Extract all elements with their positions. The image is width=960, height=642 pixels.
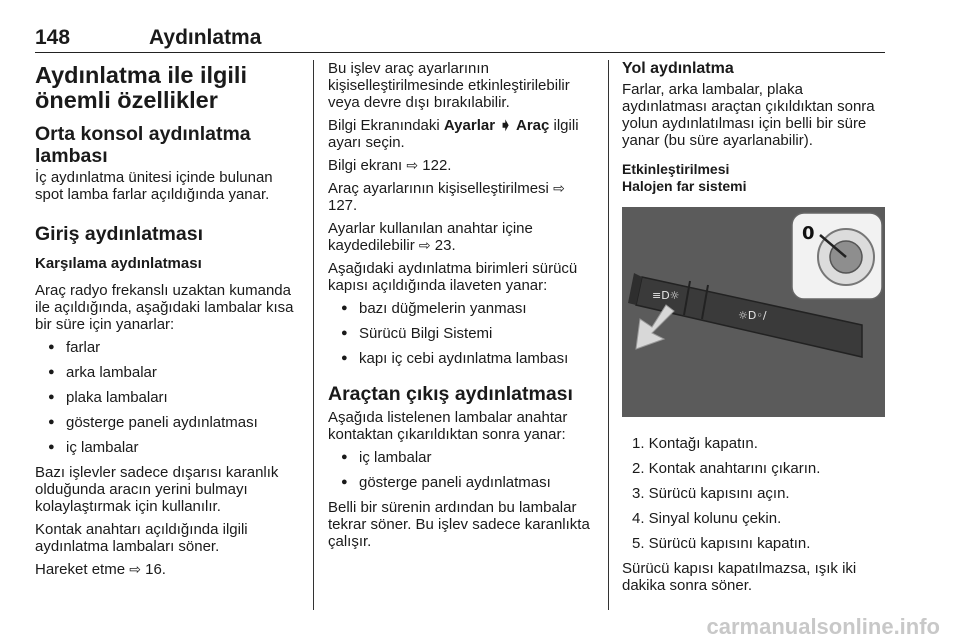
paragraph: Aşağıda listelenen lambalar anahtar kontaktan çıkarıldıktan sonra yanar: xyxy=(328,409,568,443)
menu-separator-icon: ➧ xyxy=(499,117,512,134)
paragraph-menu-path: Bilgi Ekranındaki Ayarlar ➧ Araç ilgili ayarı seçin. xyxy=(328,117,579,151)
page-reference-link[interactable]: 16. xyxy=(145,561,166,578)
step-item: 3. Sürücü kapısını açın. xyxy=(632,485,790,502)
bullet-list xyxy=(328,449,596,491)
bullet-list xyxy=(328,300,596,367)
column-divider xyxy=(313,60,314,610)
list-item: ● Sürücü Bilgi Sistemi xyxy=(328,325,596,342)
list-item: ● farlar xyxy=(35,339,300,356)
paragraph: Bazı işlevler sadece dışarısı karanlık olduğunda aracın yerini bulmayı kolaylaştırmak için kullanılır. xyxy=(35,464,279,515)
list-item: ● bazı düğmelerin yanması xyxy=(328,300,596,317)
page-main-title: Aydınlatma ile ilgili önemli özellikler xyxy=(35,62,247,113)
page-reference-link[interactable]: 122. xyxy=(422,157,452,174)
column-middle xyxy=(328,60,596,556)
reference-arrow-icon: ⇨ xyxy=(129,561,141,577)
list-item: ● gösterge paneli aydınlatması xyxy=(328,474,596,491)
paragraph-with-reference: Ayarlar kullanılan anahtar içine kaydedilebilir ⇨ 23. xyxy=(328,220,533,254)
subheading-activation: Etkinleştirilmesi xyxy=(622,161,730,177)
parking-light-symbol-icon: ☼D◦/ xyxy=(738,309,767,322)
heading-exit-lighting: Araçtan çıkış aydınlatması xyxy=(328,383,573,405)
step-item: 1. Kontağı kapatın. xyxy=(632,435,758,452)
step-item: 4. Sinyal kolunu çekin. xyxy=(632,510,782,527)
subheading-halogen-system: Halojen far sistemi xyxy=(622,178,747,194)
step-item: 5. Sürücü kapısını kapatın. xyxy=(632,535,811,552)
page-reference-link[interactable]: 23. xyxy=(434,237,456,254)
list-item: ● arka lambalar xyxy=(35,364,300,381)
reference-arrow-icon: ⇨ xyxy=(553,180,565,196)
heading-entry-lighting: Giriş aydınlatması xyxy=(35,223,203,245)
paragraph: Sürücü kapısı kapatılmazsa, ışık iki dakika sonra söner. xyxy=(622,560,857,594)
paragraph: Araç radyo frekanslı uzaktan kumanda ile açıldığında, aşağıdaki lambalar kısa bir süre için yanarlar: xyxy=(35,282,294,333)
paragraph: Farlar, arka lambalar, plaka aydınlatması araçtan çıkıldıktan sonra yolun aydınlatılması için belli bir süre yanar (bu süre ayarlanabilir). xyxy=(622,81,875,149)
paragraph-with-reference: Araç ayarlarının kişiselleştirilmesi ⇨ 127. xyxy=(328,180,565,214)
bullet-list xyxy=(35,339,300,456)
heading-path-lighting: Yol aydınlatma xyxy=(622,60,734,77)
paragraph: Bu işlev araç ayarlarının kişiselleştirilmesinde etkinleştirilebilir veya devre dışı bırakılabilir. xyxy=(328,60,570,111)
page-number: 148 xyxy=(35,26,71,49)
list-item: ● plaka lambaları xyxy=(35,389,300,406)
reference-arrow-icon: ⇨ xyxy=(418,237,431,253)
reference-arrow-icon: ⇨ xyxy=(406,157,419,173)
page-reference-link[interactable]: 127. xyxy=(328,197,358,214)
list-item: ● gösterge paneli aydınlatması xyxy=(35,414,300,431)
list-item: ● iç lambalar xyxy=(35,439,300,456)
numbered-steps xyxy=(622,435,890,552)
paragraph: Aşağıdaki aydınlatma birimleri sürücü kapısı açıldığında ilaveten yanar: xyxy=(328,260,578,294)
column-divider xyxy=(608,60,609,610)
watermark: carmanualsonline.info xyxy=(706,614,940,639)
ignition-position-label: 0 xyxy=(802,223,815,244)
step-item: 2. Kontak anahtarını çıkarın. xyxy=(632,460,821,477)
headlight-symbol-icon: ≡D☼ xyxy=(652,289,680,302)
section-title: Aydınlatma xyxy=(149,26,262,49)
heading-console-lamp: Orta konsol aydınlatma lambası xyxy=(35,123,251,167)
column-right xyxy=(622,60,890,600)
turn-signal-lever-illustration xyxy=(622,207,885,417)
paragraph: Belli bir sürenin ardından bu lambalar tekrar söner. Bu işlev sadece karanlıkta çalışır. xyxy=(328,499,590,550)
paragraph-with-reference: Bilgi ekranı ⇨ 122. xyxy=(328,157,452,174)
list-item: ● kapı iç cebi aydınlatma lambası xyxy=(328,350,596,367)
subheading-welcome-lighting: Karşılama aydınlatması xyxy=(35,255,202,272)
paragraph-with-reference: Hareket etme ⇨ 16. xyxy=(35,561,166,578)
list-item: ● iç lambalar xyxy=(328,449,596,466)
menu-item-settings: Ayarlar xyxy=(443,117,496,134)
paragraph: Kontak anahtarı açıldığında ilgili aydınlatma lambaları söner. xyxy=(35,521,248,555)
paragraph: İç aydınlatma ünitesi içinde bulunan spot lamba farlar açıldığında yanar. xyxy=(35,169,273,203)
page-header xyxy=(35,26,885,53)
menu-item-vehicle: Araç xyxy=(515,117,550,134)
column-left xyxy=(35,60,300,584)
